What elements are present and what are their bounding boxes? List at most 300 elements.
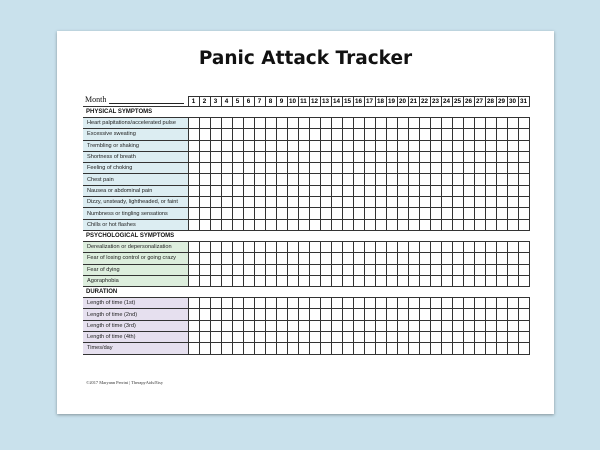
day-checkbox-cell[interactable]: [474, 298, 485, 309]
day-checkbox-cell[interactable]: [441, 309, 452, 320]
day-checkbox-cell[interactable]: [375, 197, 386, 208]
day-checkbox-cell[interactable]: [496, 275, 507, 286]
day-checkbox-cell[interactable]: [309, 241, 320, 252]
day-checkbox-cell[interactable]: [331, 185, 342, 196]
day-checkbox-cell[interactable]: [342, 309, 353, 320]
day-checkbox-cell[interactable]: [342, 197, 353, 208]
day-checkbox-cell[interactable]: [474, 219, 485, 230]
day-checkbox-cell[interactable]: [342, 298, 353, 309]
day-checkbox-cell[interactable]: [232, 208, 243, 219]
day-checkbox-cell[interactable]: [375, 320, 386, 331]
day-checkbox-cell[interactable]: [243, 219, 254, 230]
day-checkbox-cell[interactable]: [210, 118, 221, 129]
day-checkbox-cell[interactable]: [463, 118, 474, 129]
day-checkbox-cell[interactable]: [320, 320, 331, 331]
day-checkbox-cell[interactable]: [276, 140, 287, 151]
day-checkbox-cell[interactable]: [441, 320, 452, 331]
day-checkbox-cell[interactable]: [298, 118, 309, 129]
day-checkbox-cell[interactable]: [397, 163, 408, 174]
day-checkbox-cell[interactable]: [496, 197, 507, 208]
day-checkbox-cell[interactable]: [408, 163, 419, 174]
day-checkbox-cell[interactable]: [463, 197, 474, 208]
day-checkbox-cell[interactable]: [375, 208, 386, 219]
day-checkbox-cell[interactable]: [496, 163, 507, 174]
day-checkbox-cell[interactable]: [474, 174, 485, 185]
day-checkbox-cell[interactable]: [474, 241, 485, 252]
day-checkbox-cell[interactable]: [408, 320, 419, 331]
day-checkbox-cell[interactable]: [331, 298, 342, 309]
day-checkbox-cell[interactable]: [386, 185, 397, 196]
day-checkbox-cell[interactable]: [265, 163, 276, 174]
day-checkbox-cell[interactable]: [353, 129, 364, 140]
day-checkbox-cell[interactable]: [375, 129, 386, 140]
day-checkbox-cell[interactable]: [298, 208, 309, 219]
day-checkbox-cell[interactable]: [386, 264, 397, 275]
day-checkbox-cell[interactable]: [441, 253, 452, 264]
day-checkbox-cell[interactable]: [254, 343, 265, 354]
day-checkbox-cell[interactable]: [397, 174, 408, 185]
day-checkbox-cell[interactable]: [243, 163, 254, 174]
day-checkbox-cell[interactable]: [353, 298, 364, 309]
day-checkbox-cell[interactable]: [287, 185, 298, 196]
day-checkbox-cell[interactable]: [254, 309, 265, 320]
day-checkbox-cell[interactable]: [518, 219, 529, 230]
day-checkbox-cell[interactable]: [419, 208, 430, 219]
day-checkbox-cell[interactable]: [342, 208, 353, 219]
day-checkbox-cell[interactable]: [221, 241, 232, 252]
day-checkbox-cell[interactable]: [430, 309, 441, 320]
day-checkbox-cell[interactable]: [232, 298, 243, 309]
day-checkbox-cell[interactable]: [298, 129, 309, 140]
day-checkbox-cell[interactable]: [320, 185, 331, 196]
day-checkbox-cell[interactable]: [265, 253, 276, 264]
day-checkbox-cell[interactable]: [518, 332, 529, 343]
day-checkbox-cell[interactable]: [254, 275, 265, 286]
day-checkbox-cell[interactable]: [188, 264, 199, 275]
day-checkbox-cell[interactable]: [298, 151, 309, 162]
day-checkbox-cell[interactable]: [276, 320, 287, 331]
day-checkbox-cell[interactable]: [331, 140, 342, 151]
day-checkbox-cell[interactable]: [507, 208, 518, 219]
day-checkbox-cell[interactable]: [188, 219, 199, 230]
day-checkbox-cell[interactable]: [342, 332, 353, 343]
day-checkbox-cell[interactable]: [331, 208, 342, 219]
day-checkbox-cell[interactable]: [386, 163, 397, 174]
day-checkbox-cell[interactable]: [287, 298, 298, 309]
day-checkbox-cell[interactable]: [298, 275, 309, 286]
day-checkbox-cell[interactable]: [276, 275, 287, 286]
day-checkbox-cell[interactable]: [441, 241, 452, 252]
day-checkbox-cell[interactable]: [485, 163, 496, 174]
day-checkbox-cell[interactable]: [441, 332, 452, 343]
day-checkbox-cell[interactable]: [485, 275, 496, 286]
day-checkbox-cell[interactable]: [364, 185, 375, 196]
day-checkbox-cell[interactable]: [210, 185, 221, 196]
day-checkbox-cell[interactable]: [364, 264, 375, 275]
day-checkbox-cell[interactable]: [463, 298, 474, 309]
day-checkbox-cell[interactable]: [221, 253, 232, 264]
day-checkbox-cell[interactable]: [254, 129, 265, 140]
day-checkbox-cell[interactable]: [408, 253, 419, 264]
day-checkbox-cell[interactable]: [287, 309, 298, 320]
day-checkbox-cell[interactable]: [375, 343, 386, 354]
day-checkbox-cell[interactable]: [375, 219, 386, 230]
day-checkbox-cell[interactable]: [331, 241, 342, 252]
day-checkbox-cell[interactable]: [430, 129, 441, 140]
day-checkbox-cell[interactable]: [408, 343, 419, 354]
day-checkbox-cell[interactable]: [188, 140, 199, 151]
day-checkbox-cell[interactable]: [309, 140, 320, 151]
day-checkbox-cell[interactable]: [210, 298, 221, 309]
day-checkbox-cell[interactable]: [408, 219, 419, 230]
day-checkbox-cell[interactable]: [463, 343, 474, 354]
day-checkbox-cell[interactable]: [485, 208, 496, 219]
day-checkbox-cell[interactable]: [364, 253, 375, 264]
day-checkbox-cell[interactable]: [353, 309, 364, 320]
day-checkbox-cell[interactable]: [320, 264, 331, 275]
day-checkbox-cell[interactable]: [375, 174, 386, 185]
day-checkbox-cell[interactable]: [386, 174, 397, 185]
day-checkbox-cell[interactable]: [353, 151, 364, 162]
day-checkbox-cell[interactable]: [452, 140, 463, 151]
day-checkbox-cell[interactable]: [518, 253, 529, 264]
day-checkbox-cell[interactable]: [188, 241, 199, 252]
day-checkbox-cell[interactable]: [331, 197, 342, 208]
day-checkbox-cell[interactable]: [342, 140, 353, 151]
day-checkbox-cell[interactable]: [353, 343, 364, 354]
day-checkbox-cell[interactable]: [463, 264, 474, 275]
day-checkbox-cell[interactable]: [386, 219, 397, 230]
day-checkbox-cell[interactable]: [199, 140, 210, 151]
day-checkbox-cell[interactable]: [254, 140, 265, 151]
day-checkbox-cell[interactable]: [419, 253, 430, 264]
day-checkbox-cell[interactable]: [518, 129, 529, 140]
day-checkbox-cell[interactable]: [441, 264, 452, 275]
day-checkbox-cell[interactable]: [430, 241, 441, 252]
day-checkbox-cell[interactable]: [430, 320, 441, 331]
day-checkbox-cell[interactable]: [430, 264, 441, 275]
day-checkbox-cell[interactable]: [276, 309, 287, 320]
day-checkbox-cell[interactable]: [188, 275, 199, 286]
day-checkbox-cell[interactable]: [276, 343, 287, 354]
day-checkbox-cell[interactable]: [243, 208, 254, 219]
day-checkbox-cell[interactable]: [188, 174, 199, 185]
day-checkbox-cell[interactable]: [265, 219, 276, 230]
day-checkbox-cell[interactable]: [463, 219, 474, 230]
day-checkbox-cell[interactable]: [408, 129, 419, 140]
day-checkbox-cell[interactable]: [188, 208, 199, 219]
day-checkbox-cell[interactable]: [408, 332, 419, 343]
day-checkbox-cell[interactable]: [419, 174, 430, 185]
day-checkbox-cell[interactable]: [441, 163, 452, 174]
day-checkbox-cell[interactable]: [331, 174, 342, 185]
day-checkbox-cell[interactable]: [342, 343, 353, 354]
day-checkbox-cell[interactable]: [188, 151, 199, 162]
day-checkbox-cell[interactable]: [243, 309, 254, 320]
day-checkbox-cell[interactable]: [507, 264, 518, 275]
day-checkbox-cell[interactable]: [331, 264, 342, 275]
day-checkbox-cell[interactable]: [419, 197, 430, 208]
day-checkbox-cell[interactable]: [474, 253, 485, 264]
day-checkbox-cell[interactable]: [309, 197, 320, 208]
day-checkbox-cell[interactable]: [320, 253, 331, 264]
day-checkbox-cell[interactable]: [364, 309, 375, 320]
day-checkbox-cell[interactable]: [419, 219, 430, 230]
day-checkbox-cell[interactable]: [496, 140, 507, 151]
day-checkbox-cell[interactable]: [485, 174, 496, 185]
day-checkbox-cell[interactable]: [452, 185, 463, 196]
day-checkbox-cell[interactable]: [221, 129, 232, 140]
day-checkbox-cell[interactable]: [276, 253, 287, 264]
day-checkbox-cell[interactable]: [441, 275, 452, 286]
day-checkbox-cell[interactable]: [386, 140, 397, 151]
day-checkbox-cell[interactable]: [199, 253, 210, 264]
day-checkbox-cell[interactable]: [254, 219, 265, 230]
day-checkbox-cell[interactable]: [496, 219, 507, 230]
day-checkbox-cell[interactable]: [353, 264, 364, 275]
day-checkbox-cell[interactable]: [364, 343, 375, 354]
day-checkbox-cell[interactable]: [397, 320, 408, 331]
day-checkbox-cell[interactable]: [276, 208, 287, 219]
day-checkbox-cell[interactable]: [463, 208, 474, 219]
day-checkbox-cell[interactable]: [408, 241, 419, 252]
day-checkbox-cell[interactable]: [364, 332, 375, 343]
day-checkbox-cell[interactable]: [199, 275, 210, 286]
day-checkbox-cell[interactable]: [430, 253, 441, 264]
day-checkbox-cell[interactable]: [386, 343, 397, 354]
day-checkbox-cell[interactable]: [320, 140, 331, 151]
day-checkbox-cell[interactable]: [309, 298, 320, 309]
day-checkbox-cell[interactable]: [485, 343, 496, 354]
day-checkbox-cell[interactable]: [441, 118, 452, 129]
day-checkbox-cell[interactable]: [221, 219, 232, 230]
day-checkbox-cell[interactable]: [518, 151, 529, 162]
day-checkbox-cell[interactable]: [243, 185, 254, 196]
day-checkbox-cell[interactable]: [199, 118, 210, 129]
day-checkbox-cell[interactable]: [254, 174, 265, 185]
day-checkbox-cell[interactable]: [419, 185, 430, 196]
day-checkbox-cell[interactable]: [287, 174, 298, 185]
day-checkbox-cell[interactable]: [375, 151, 386, 162]
day-checkbox-cell[interactable]: [276, 197, 287, 208]
day-checkbox-cell[interactable]: [397, 264, 408, 275]
day-checkbox-cell[interactable]: [221, 275, 232, 286]
day-checkbox-cell[interactable]: [452, 343, 463, 354]
day-checkbox-cell[interactable]: [298, 197, 309, 208]
day-checkbox-cell[interactable]: [375, 298, 386, 309]
day-checkbox-cell[interactable]: [452, 197, 463, 208]
day-checkbox-cell[interactable]: [287, 219, 298, 230]
day-checkbox-cell[interactable]: [265, 197, 276, 208]
day-checkbox-cell[interactable]: [386, 241, 397, 252]
day-checkbox-cell[interactable]: [265, 185, 276, 196]
day-checkbox-cell[interactable]: [353, 275, 364, 286]
day-checkbox-cell[interactable]: [507, 241, 518, 252]
day-checkbox-cell[interactable]: [232, 343, 243, 354]
day-checkbox-cell[interactable]: [298, 185, 309, 196]
day-checkbox-cell[interactable]: [485, 241, 496, 252]
day-checkbox-cell[interactable]: [397, 219, 408, 230]
day-checkbox-cell[interactable]: [364, 219, 375, 230]
day-checkbox-cell[interactable]: [452, 241, 463, 252]
day-checkbox-cell[interactable]: [210, 197, 221, 208]
day-checkbox-cell[interactable]: [287, 129, 298, 140]
day-checkbox-cell[interactable]: [496, 129, 507, 140]
day-checkbox-cell[interactable]: [474, 129, 485, 140]
day-checkbox-cell[interactable]: [232, 163, 243, 174]
day-checkbox-cell[interactable]: [452, 219, 463, 230]
day-checkbox-cell[interactable]: [441, 174, 452, 185]
day-checkbox-cell[interactable]: [331, 253, 342, 264]
day-checkbox-cell[interactable]: [287, 320, 298, 331]
day-checkbox-cell[interactable]: [199, 151, 210, 162]
day-checkbox-cell[interactable]: [364, 174, 375, 185]
day-checkbox-cell[interactable]: [199, 185, 210, 196]
day-checkbox-cell[interactable]: [386, 320, 397, 331]
day-checkbox-cell[interactable]: [507, 320, 518, 331]
day-checkbox-cell[interactable]: [474, 309, 485, 320]
day-checkbox-cell[interactable]: [188, 320, 199, 331]
day-checkbox-cell[interactable]: [386, 118, 397, 129]
day-checkbox-cell[interactable]: [430, 118, 441, 129]
day-checkbox-cell[interactable]: [507, 343, 518, 354]
day-checkbox-cell[interactable]: [518, 275, 529, 286]
day-checkbox-cell[interactable]: [232, 197, 243, 208]
day-checkbox-cell[interactable]: [287, 253, 298, 264]
day-checkbox-cell[interactable]: [309, 118, 320, 129]
day-checkbox-cell[interactable]: [210, 309, 221, 320]
day-checkbox-cell[interactable]: [298, 253, 309, 264]
day-checkbox-cell[interactable]: [188, 332, 199, 343]
day-checkbox-cell[interactable]: [364, 298, 375, 309]
day-checkbox-cell[interactable]: [298, 332, 309, 343]
day-checkbox-cell[interactable]: [199, 197, 210, 208]
day-checkbox-cell[interactable]: [518, 197, 529, 208]
day-checkbox-cell[interactable]: [452, 264, 463, 275]
day-checkbox-cell[interactable]: [485, 253, 496, 264]
day-checkbox-cell[interactable]: [254, 253, 265, 264]
day-checkbox-cell[interactable]: [463, 129, 474, 140]
day-checkbox-cell[interactable]: [375, 140, 386, 151]
day-checkbox-cell[interactable]: [331, 320, 342, 331]
day-checkbox-cell[interactable]: [276, 264, 287, 275]
day-checkbox-cell[interactable]: [496, 185, 507, 196]
day-checkbox-cell[interactable]: [507, 253, 518, 264]
day-checkbox-cell[interactable]: [254, 332, 265, 343]
day-checkbox-cell[interactable]: [243, 253, 254, 264]
day-checkbox-cell[interactable]: [188, 309, 199, 320]
day-checkbox-cell[interactable]: [518, 174, 529, 185]
day-checkbox-cell[interactable]: [507, 118, 518, 129]
day-checkbox-cell[interactable]: [342, 264, 353, 275]
day-checkbox-cell[interactable]: [397, 309, 408, 320]
day-checkbox-cell[interactable]: [210, 241, 221, 252]
day-checkbox-cell[interactable]: [243, 140, 254, 151]
day-checkbox-cell[interactable]: [485, 151, 496, 162]
day-checkbox-cell[interactable]: [441, 208, 452, 219]
day-checkbox-cell[interactable]: [353, 253, 364, 264]
day-checkbox-cell[interactable]: [210, 151, 221, 162]
day-checkbox-cell[interactable]: [441, 129, 452, 140]
day-checkbox-cell[interactable]: [309, 151, 320, 162]
day-checkbox-cell[interactable]: [430, 208, 441, 219]
day-checkbox-cell[interactable]: [265, 264, 276, 275]
day-checkbox-cell[interactable]: [353, 118, 364, 129]
day-checkbox-cell[interactable]: [375, 185, 386, 196]
day-checkbox-cell[interactable]: [419, 343, 430, 354]
day-checkbox-cell[interactable]: [518, 343, 529, 354]
day-checkbox-cell[interactable]: [342, 320, 353, 331]
day-checkbox-cell[interactable]: [221, 185, 232, 196]
day-checkbox-cell[interactable]: [309, 253, 320, 264]
day-checkbox-cell[interactable]: [386, 208, 397, 219]
day-checkbox-cell[interactable]: [320, 197, 331, 208]
day-checkbox-cell[interactable]: [474, 343, 485, 354]
day-checkbox-cell[interactable]: [441, 185, 452, 196]
day-checkbox-cell[interactable]: [485, 309, 496, 320]
day-checkbox-cell[interactable]: [188, 185, 199, 196]
day-checkbox-cell[interactable]: [408, 298, 419, 309]
day-checkbox-cell[interactable]: [364, 241, 375, 252]
day-checkbox-cell[interactable]: [298, 343, 309, 354]
day-checkbox-cell[interactable]: [507, 174, 518, 185]
day-checkbox-cell[interactable]: [397, 241, 408, 252]
day-checkbox-cell[interactable]: [232, 320, 243, 331]
day-checkbox-cell[interactable]: [265, 332, 276, 343]
day-checkbox-cell[interactable]: [342, 118, 353, 129]
day-checkbox-cell[interactable]: [474, 151, 485, 162]
day-checkbox-cell[interactable]: [397, 129, 408, 140]
day-checkbox-cell[interactable]: [507, 309, 518, 320]
day-checkbox-cell[interactable]: [474, 208, 485, 219]
day-checkbox-cell[interactable]: [254, 163, 265, 174]
day-checkbox-cell[interactable]: [430, 185, 441, 196]
day-checkbox-cell[interactable]: [430, 343, 441, 354]
day-checkbox-cell[interactable]: [221, 197, 232, 208]
day-checkbox-cell[interactable]: [408, 275, 419, 286]
day-checkbox-cell[interactable]: [463, 253, 474, 264]
day-checkbox-cell[interactable]: [496, 343, 507, 354]
day-checkbox-cell[interactable]: [353, 332, 364, 343]
day-checkbox-cell[interactable]: [452, 129, 463, 140]
day-checkbox-cell[interactable]: [188, 118, 199, 129]
day-checkbox-cell[interactable]: [331, 129, 342, 140]
day-checkbox-cell[interactable]: [320, 332, 331, 343]
day-checkbox-cell[interactable]: [375, 275, 386, 286]
day-checkbox-cell[interactable]: [221, 332, 232, 343]
day-checkbox-cell[interactable]: [430, 275, 441, 286]
day-checkbox-cell[interactable]: [199, 219, 210, 230]
day-checkbox-cell[interactable]: [518, 118, 529, 129]
day-checkbox-cell[interactable]: [463, 309, 474, 320]
day-checkbox-cell[interactable]: [276, 219, 287, 230]
day-checkbox-cell[interactable]: [309, 163, 320, 174]
day-checkbox-cell[interactable]: [320, 151, 331, 162]
day-checkbox-cell[interactable]: [331, 343, 342, 354]
day-checkbox-cell[interactable]: [419, 320, 430, 331]
day-checkbox-cell[interactable]: [199, 174, 210, 185]
day-checkbox-cell[interactable]: [430, 298, 441, 309]
day-checkbox-cell[interactable]: [353, 197, 364, 208]
day-checkbox-cell[interactable]: [474, 264, 485, 275]
day-checkbox-cell[interactable]: [309, 264, 320, 275]
day-checkbox-cell[interactable]: [364, 118, 375, 129]
day-checkbox-cell[interactable]: [496, 118, 507, 129]
day-checkbox-cell[interactable]: [298, 264, 309, 275]
day-checkbox-cell[interactable]: [397, 151, 408, 162]
day-checkbox-cell[interactable]: [463, 151, 474, 162]
day-checkbox-cell[interactable]: [518, 208, 529, 219]
